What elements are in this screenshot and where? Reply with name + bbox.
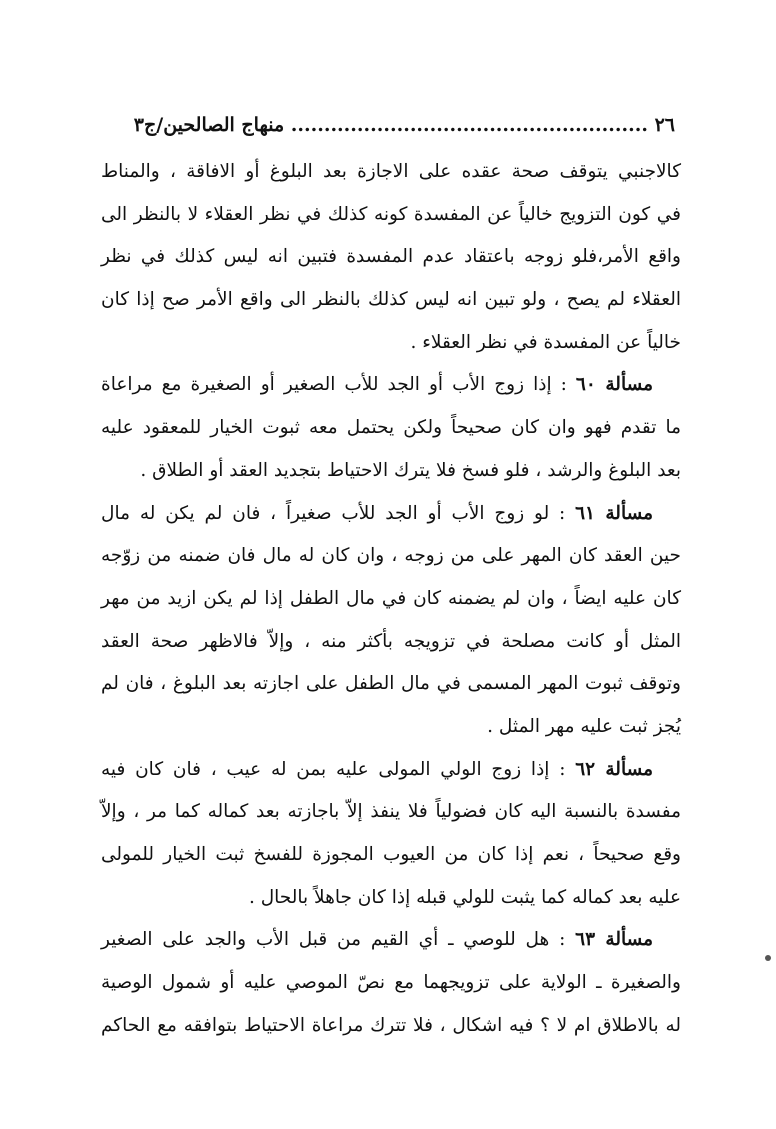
text-span: : لو زوج الأب أو الجد للأب صغيراً ، فان لم يكن له مال bbox=[101, 502, 566, 524]
book-title: منهاج الصالحين/ج٣ bbox=[133, 114, 285, 136]
text-line: ما تقدم فهو وان كان صحيحاً ولكن يحتمل معه ثبوت الخيار للمعقود عليه bbox=[101, 417, 681, 439]
text-line: واقع الأمر،فلو زوجه باعتقاد عدم المفسدة فتبين انه ليس كذلك في نظر bbox=[101, 246, 681, 268]
text-span: : إذا زوج الولي المولى عليه بمن له عيب ، فان كان فيه bbox=[101, 758, 566, 780]
text-line: وتوقف ثبوت المهر المسمى في مال الطفل على اجازته بعد البلوغ ، فان لم bbox=[101, 673, 681, 695]
text-span: : هل للوصي ـ أي القيم من قبل الأب والجد على الصغير bbox=[101, 929, 566, 951]
text-line: عليه بعد كماله كما يثبت للولي قبله إذا كان جاهلاً بالحال . bbox=[248, 886, 681, 908]
masala-62-label: مسألة ٦٢ bbox=[575, 758, 653, 780]
scan-mark bbox=[765, 955, 771, 961]
text-line: كالاجنبي يتوقف صحة عقده على الاجازة بعد البلوغ أو الافاقة ، والمناط bbox=[101, 161, 681, 182]
body-text bbox=[101, 151, 681, 1047]
masala-61-first-line bbox=[101, 493, 681, 536]
text-line: كان عليه ايضاً ، وان لم يضمنه كان في مال الطفل إذا لم يكن ازيد من مهر bbox=[101, 587, 681, 609]
masala-62-first-line bbox=[101, 749, 681, 792]
text-line: مفسدة بالنسبة اليه كان فضولياً فلا ينفذ إلاّ باجازته بعد كماله كما مر ، وإلاّ bbox=[101, 801, 681, 823]
page-number: ٢٦ bbox=[654, 114, 675, 136]
text-line: العقلاء لم يصح ، ولو تبين انه ليس كذلك بالنظر الى واقع الأمر صح إذا كان bbox=[101, 289, 681, 311]
masala-60-first-line bbox=[101, 364, 681, 407]
masala-60-label: مسألة ٦٠ bbox=[575, 374, 653, 396]
text-line: والصغيرة ـ الولاية على تزويجهما مع نصّ الموصي عليه أو شمول الوصية bbox=[101, 972, 681, 994]
text-line: يُجز ثبت عليه مهر المثل . bbox=[487, 715, 681, 737]
text-line: له بالاطلاق ام لا ؟ فيه اشكال ، فلا تترك مراعاة الاحتياط بتوافقه مع الحاكم bbox=[101, 1014, 681, 1036]
text-line: وقع صحيحاً ، نعم إذا كان من العيوب المجوزة للفسخ ثبت الخيار للمولى bbox=[101, 844, 681, 865]
masala-63-label: مسألة ٦٣ bbox=[575, 929, 654, 951]
masala-63-first-line bbox=[101, 919, 681, 962]
text-line: حين العقد كان المهر على من زوجه ، وان كان له مال فان ضمنه من زوّجه bbox=[101, 545, 681, 567]
running-header bbox=[115, 110, 675, 140]
text-line: المثل أو كانت مصلحة في تزويجه بأكثر منه ، وإلاّ فالاظهر صحة العقد bbox=[101, 630, 681, 652]
text-line: خالياً عن المفسدة في نظر العقلاء . bbox=[410, 331, 681, 353]
masala-61-label: مسألة ٦١ bbox=[575, 502, 653, 524]
text-line: في كون التزويج خالياً عن المفسدة كونه كذلك في نظر العقلاء لا بالنظر الى bbox=[101, 203, 681, 225]
text-line: بعد البلوغ والرشد ، فلو فسخ فلا يترك الاحتياط بتجديد العقد أو الطلاق . bbox=[140, 459, 681, 481]
text-span: : إذا زوج الأب أو الجد للأب الصغير أو الصغيرة مع مراعاة bbox=[101, 374, 567, 396]
header-dots: ...................................................... bbox=[290, 114, 648, 136]
